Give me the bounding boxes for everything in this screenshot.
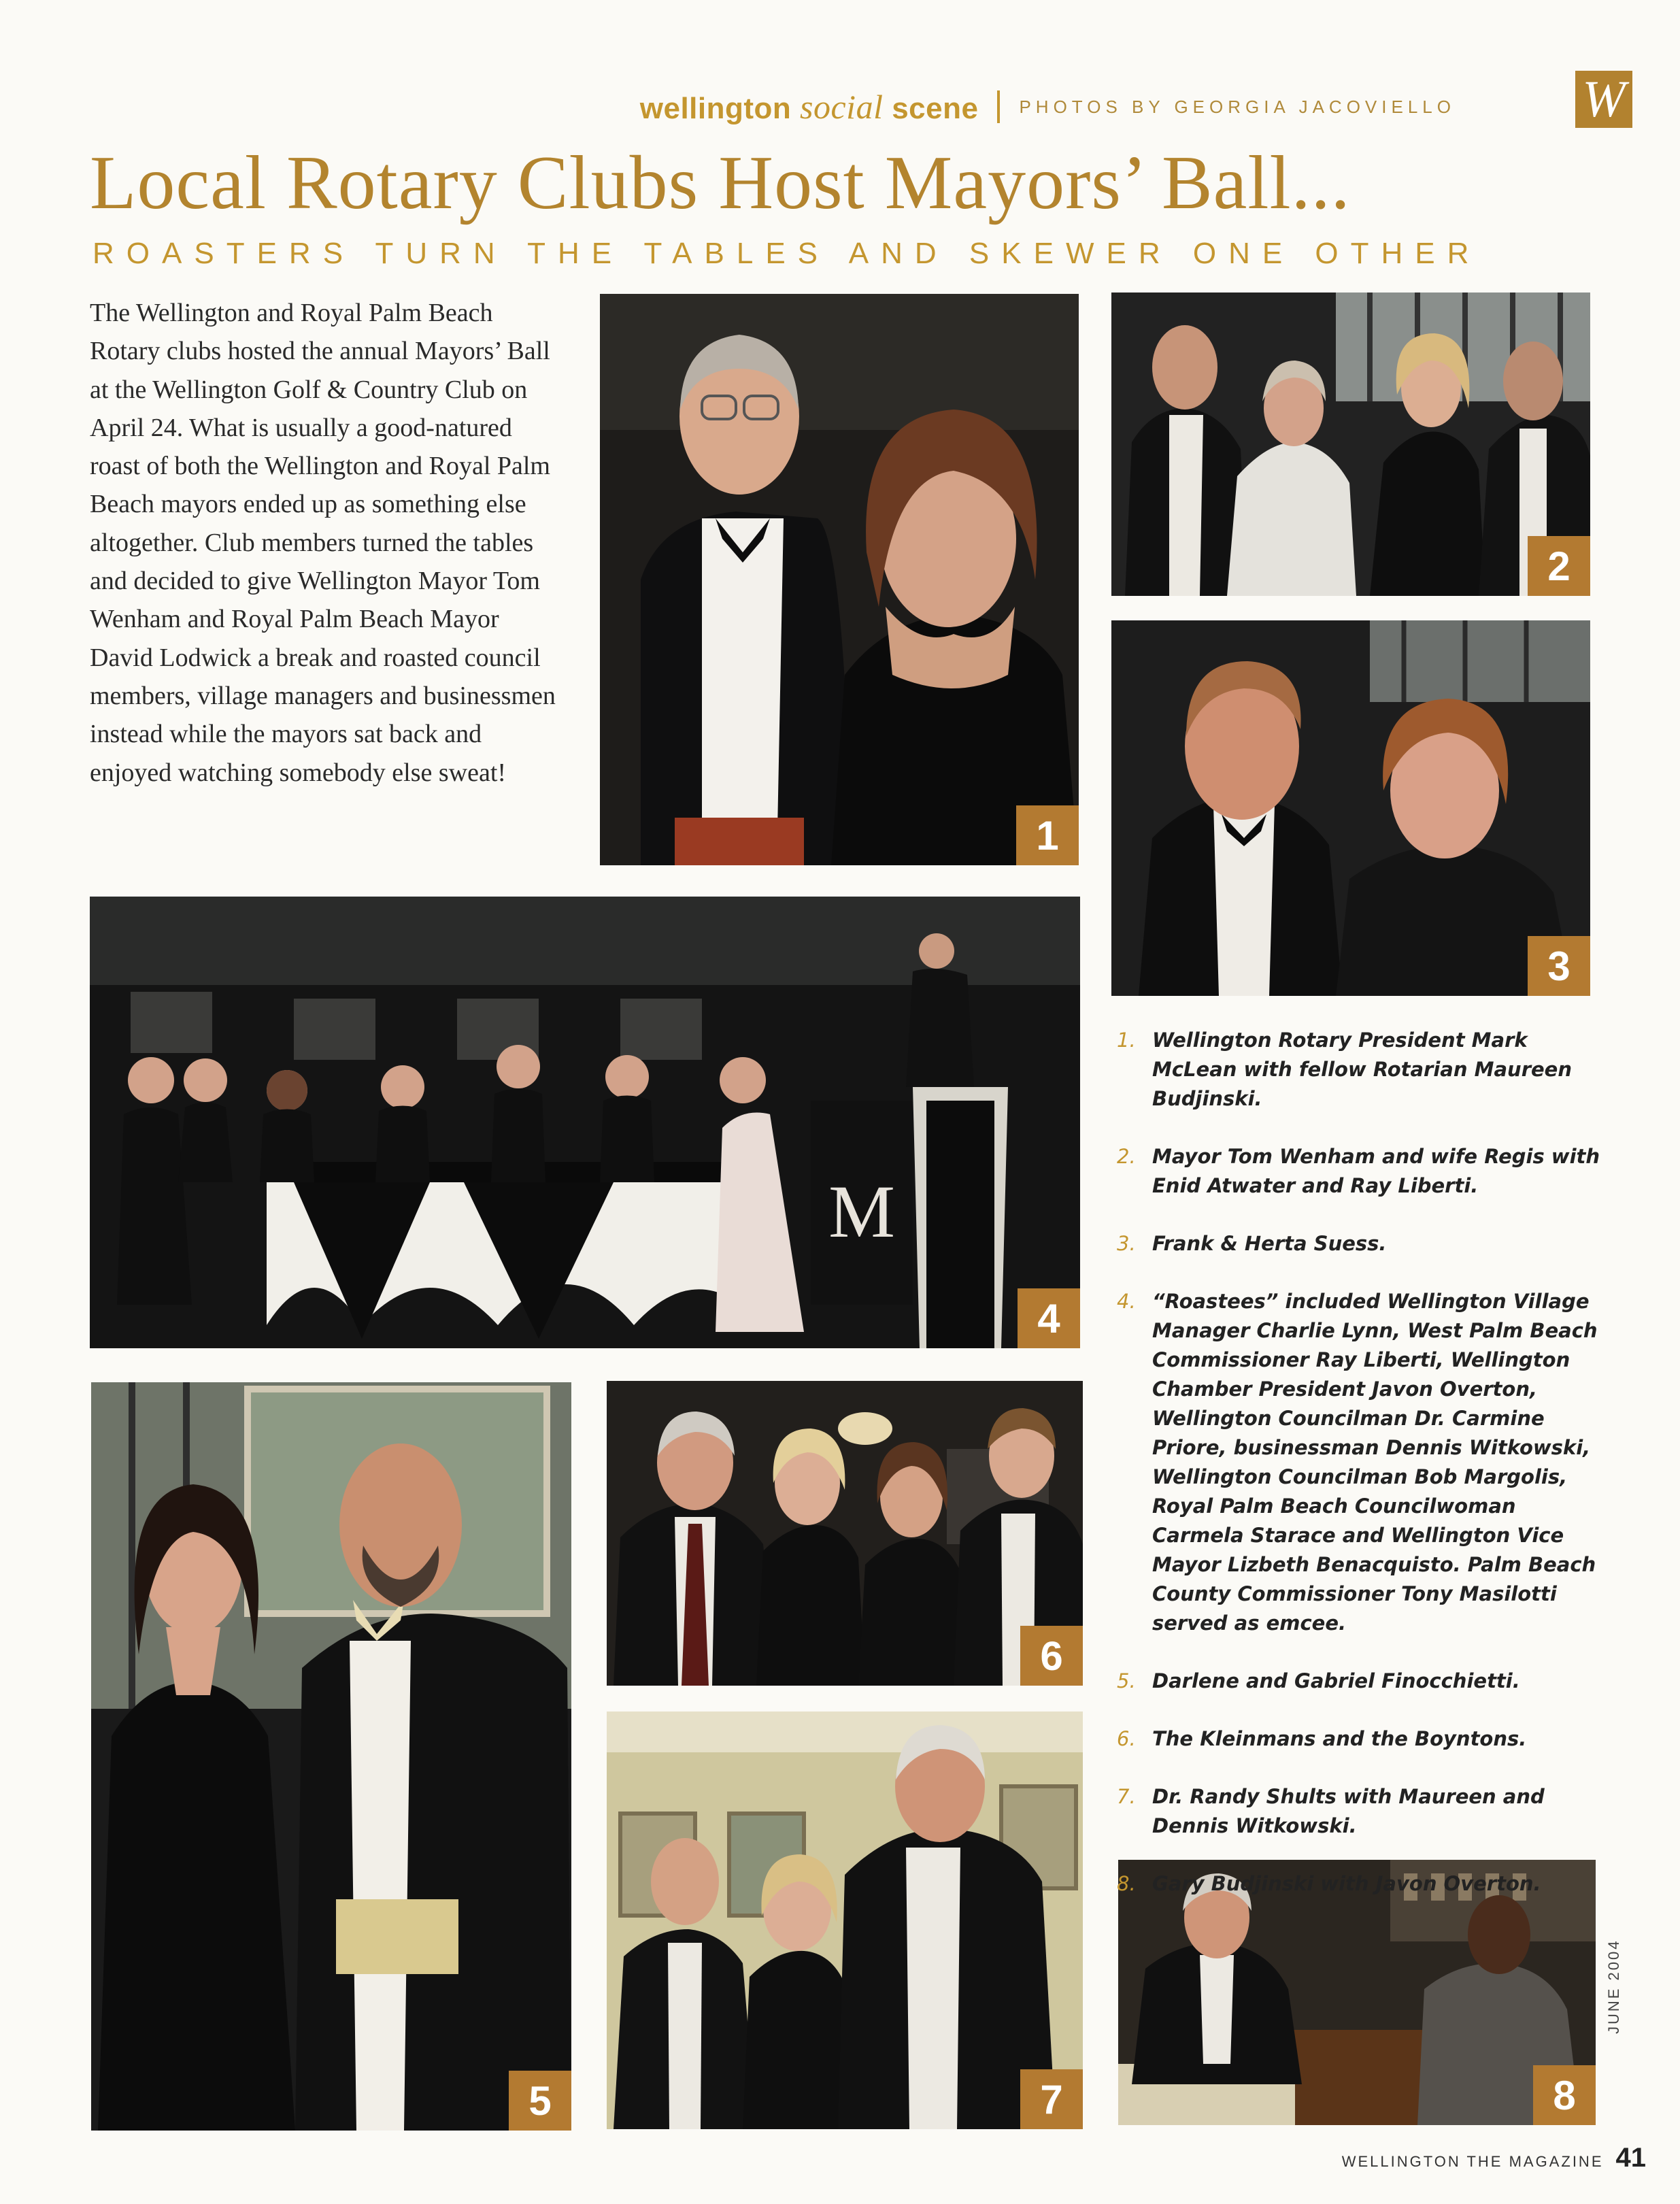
photo-3 — [1111, 620, 1590, 996]
caption-5-text: Darlene and Gabriel Finocchietti. — [1152, 1669, 1520, 1692]
article-body: The Wellington and Royal Palm Beach Rotary clubs hosted the annual Mayors’ Ball at the Wellington Golf & Country Club on April 24. What is usually a good-natured roast of both the Wellington and Royal Palm Beach mayors ended up as something else altogether. Club members turned the tables and decided to give Wellington Mayor Tom Wenham and Royal Palm Beach Mayor David Lodwick a break and roasted council members, village managers and businessmen instead while the mayors sat back and enjoyed watching somebody else sweat! — [90, 299, 556, 787]
photo-7 — [607, 1712, 1083, 2129]
caption-6-number: 6. — [1117, 1727, 1136, 1750]
photo-credit: PHOTOS BY GEORGIA JACOVIELLO — [1019, 96, 1456, 117]
caption-2-text: Mayor Tom Wenham and wife Regis with Enid Atwater and Ray Liberti. — [1152, 1145, 1600, 1197]
caption-4 — [1110, 1287, 1613, 1638]
headline: Local Rotary Clubs Host Mayors’ Ball... — [90, 141, 1351, 225]
photo-2 — [1111, 293, 1590, 596]
photo-5 — [91, 1382, 571, 2131]
caption-1-text: Wellington Rotary President Mark McLean with fellow Rotarian Maureen Budjinski. — [1152, 1029, 1572, 1110]
photo-5-number: 5 — [509, 2071, 571, 2131]
caption-3 — [1110, 1229, 1613, 1258]
photo-7-number: 7 — [1020, 2069, 1083, 2129]
photo-3-image — [1111, 620, 1590, 996]
caption-5 — [1110, 1667, 1613, 1696]
caption-8-number: 8. — [1117, 1872, 1136, 1895]
caption-4-text: “Roastees” included Wellington Village Manager Charlie Lynn, West Palm Beach Commissioner Ray Liberti, Wellington Chamber President Javon Overton, Wellington Councilman Dr. Carmine Priore, businessman Dennis Witkowski, Wellington Councilman Bob Margolis, Royal Palm Beach Councilwoman Carmela Starace and Wellington Vice Mayor Lizbeth Benacquisto. Palm Beach County Commissioner Tony Masilotti served as emcee. — [1152, 1290, 1598, 1635]
section-name-italic: social — [800, 88, 884, 126]
issue-date: JUNE 2004 — [1605, 1939, 1622, 2034]
caption-5-number: 5. — [1117, 1669, 1136, 1692]
photo-5-image — [91, 1382, 571, 2131]
caption-4-number: 4. — [1117, 1290, 1136, 1313]
photo-2-image — [1111, 293, 1590, 596]
photo-4-image — [90, 897, 1080, 1348]
sign-letter: M — [828, 1170, 895, 1253]
section-name — [640, 87, 979, 127]
section-kicker — [640, 83, 1456, 131]
subheadline: ROASTERS TURN THE TABLES AND SKEWER ONE OTHER — [93, 237, 1481, 270]
caption-1 — [1110, 1026, 1613, 1114]
photo-6-image — [607, 1381, 1083, 1686]
caption-2-number: 2. — [1117, 1145, 1136, 1168]
caption-6 — [1110, 1724, 1613, 1754]
caption-8-text: Gary Budjinski with Javon Overton. — [1152, 1872, 1541, 1895]
caption-1-number: 1. — [1117, 1029, 1136, 1052]
caption-8 — [1110, 1869, 1613, 1899]
photo-3-number: 3 — [1528, 936, 1590, 996]
photo-6 — [607, 1381, 1083, 1686]
caption-3-text: Frank & Herta Suess. — [1152, 1232, 1387, 1255]
page-footer — [1342, 2143, 1646, 2173]
section-name-strong: wellington — [639, 92, 792, 125]
photo-1-image — [600, 294, 1079, 865]
photo-captions — [1110, 1026, 1613, 1927]
caption-6-text: The Kleinmans and the Boyntons. — [1152, 1727, 1527, 1750]
caption-3-number: 3. — [1117, 1232, 1136, 1255]
photo-1-number: 1 — [1016, 805, 1079, 865]
caption-7-number: 7. — [1117, 1785, 1136, 1808]
photo-1 — [600, 294, 1079, 865]
photo-2-number: 2 — [1528, 536, 1590, 596]
photo-7-image — [607, 1712, 1083, 2129]
photo-8-number: 8 — [1533, 2065, 1596, 2125]
magazine-logo: W — [1575, 71, 1632, 128]
caption-7 — [1110, 1782, 1613, 1841]
photo-6-number: 6 — [1020, 1626, 1083, 1686]
magazine-name: WELLINGTON THE MAGAZINE — [1341, 2153, 1604, 2170]
section-name-end: scene — [892, 92, 979, 125]
kicker-divider — [997, 90, 1000, 123]
caption-7-text: Dr. Randy Shults with Maureen and Dennis Witkowski. — [1152, 1785, 1545, 1837]
photo-4-number: 4 — [1018, 1288, 1080, 1348]
caption-2 — [1110, 1142, 1613, 1201]
photo-4 — [90, 897, 1080, 1348]
page-number: 41 — [1615, 2143, 1646, 2173]
